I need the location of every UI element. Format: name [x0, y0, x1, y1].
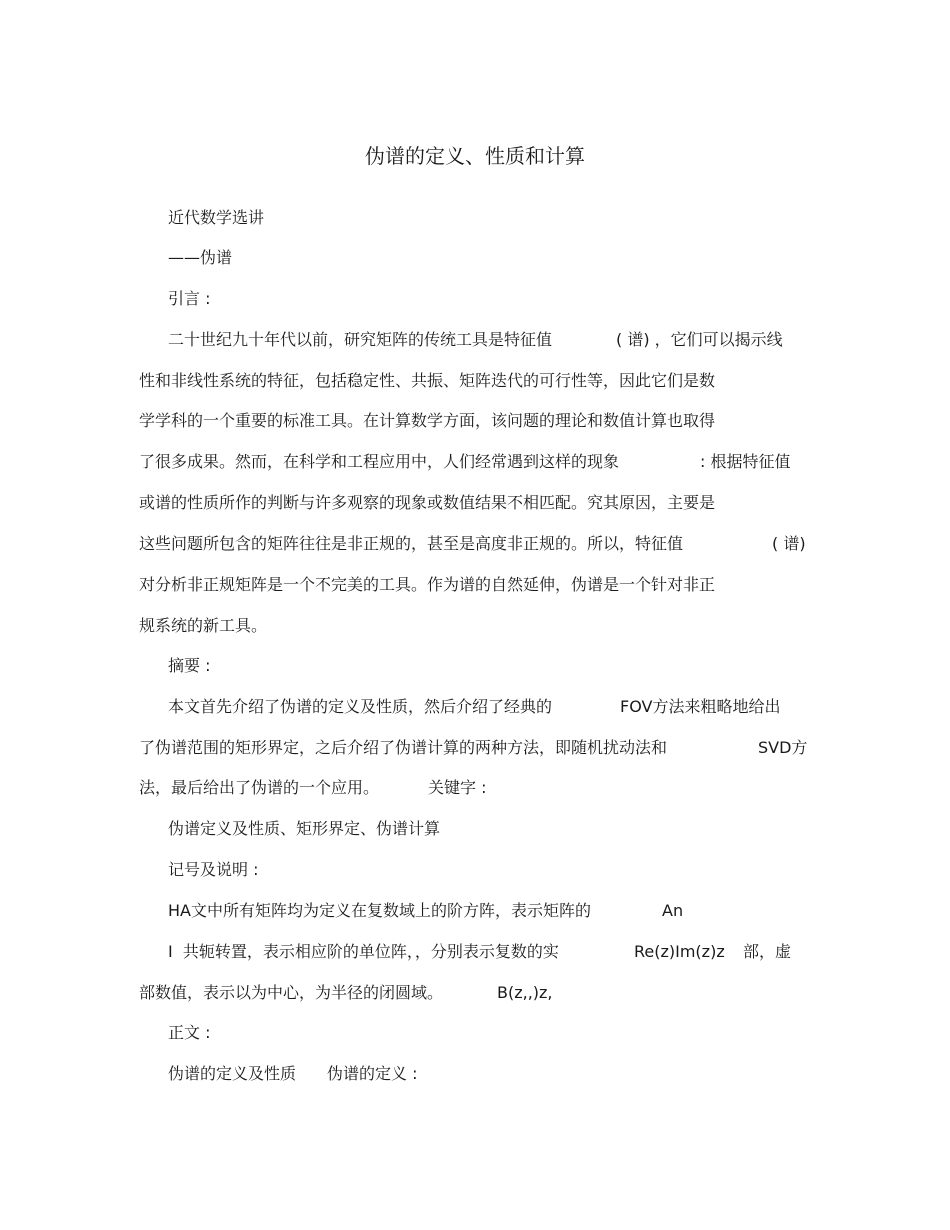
notation-line: Re(z)Im(z)z [634, 942, 725, 961]
abstract-line: 了伪谱范围的矩形界定，之后介绍了伪谱计算的两种方法，即随机扰动法和 [139, 738, 668, 757]
abstract-line: SVD方 [758, 738, 808, 757]
intro-line: : 根据特征值 [700, 452, 791, 471]
subtitle: ——伪谱 [168, 248, 233, 267]
intro-line: 对分析非正规矩阵是一个不完美的工具。作为谱的自然延伸，伪谱是一个针对非正 [139, 575, 716, 594]
abstract-line: 本文首先介绍了伪谱的定义及性质，然后介绍了经典的 [168, 697, 553, 716]
intro-heading: 引言 : [168, 289, 211, 308]
keywords: 伪谱定义及性质、矩形界定、伪谱计算 [168, 819, 441, 838]
notation-line: An [662, 901, 684, 920]
subsection-heading: 伪谱的定义 : [327, 1064, 418, 1083]
intro-line: 了很多成果。然而，在科学和工程应用中，人们经常遇到这样的现象 [139, 452, 620, 471]
intro-line: ( 谱) [772, 534, 806, 553]
document-title: 伪谱的定义、性质和计算 [365, 144, 585, 168]
intro-line: 这些问题所包含的矩阵往往是非正规的，甚至是高度非正规的。所以，特征值 [139, 534, 684, 553]
notation-line: I 共轭转置，表示相应阶的单位阵，，分别表示复数的实 [168, 942, 559, 961]
abstract-heading: 摘要 : [168, 656, 211, 675]
notation-line: HA文中所有矩阵均为定义在复数域上的阶方阵，表示矩阵的 [168, 901, 591, 920]
abstract-line: FOV方法来粗略地给出 [620, 697, 781, 716]
abstract-line: 法，最后给出了伪谱的一个应用。 [139, 778, 380, 797]
intro-line: 规系统的新工具。 [139, 616, 268, 635]
intro-line: ( 谱) ，它们可以揭示线 [616, 330, 783, 349]
intro-line: 性和非线性系统的特征，包括稳定性、共振、矩阵迭代的可行性等，因此它们是数 [139, 371, 716, 390]
body-heading: 正文 : [168, 1023, 211, 1042]
keywords-heading: 关键字 : [428, 778, 487, 797]
intro-line: 二十世纪九十年代以前，研究矩阵的传统工具是特征值 [168, 330, 553, 349]
course-name: 近代数学选讲 [168, 208, 265, 227]
section-heading: 伪谱的定义及性质 [168, 1064, 297, 1083]
intro-line: 学学科的一个重要的标准工具。在计算数学方面，该问题的理论和数值计算也取得 [139, 411, 716, 430]
notation-line: 部数值，表示以为中心，为半径的闭圆域。 [139, 983, 444, 1002]
intro-line: 或谱的性质所作的判断与许多观察的现象或数值结果不相匹配。究其原因，主要是 [139, 493, 716, 512]
notation-line: 部，虚 [743, 942, 792, 961]
notation-heading: 记号及说明 : [168, 860, 259, 879]
notation-line: B(z,,)z, [497, 983, 553, 1002]
